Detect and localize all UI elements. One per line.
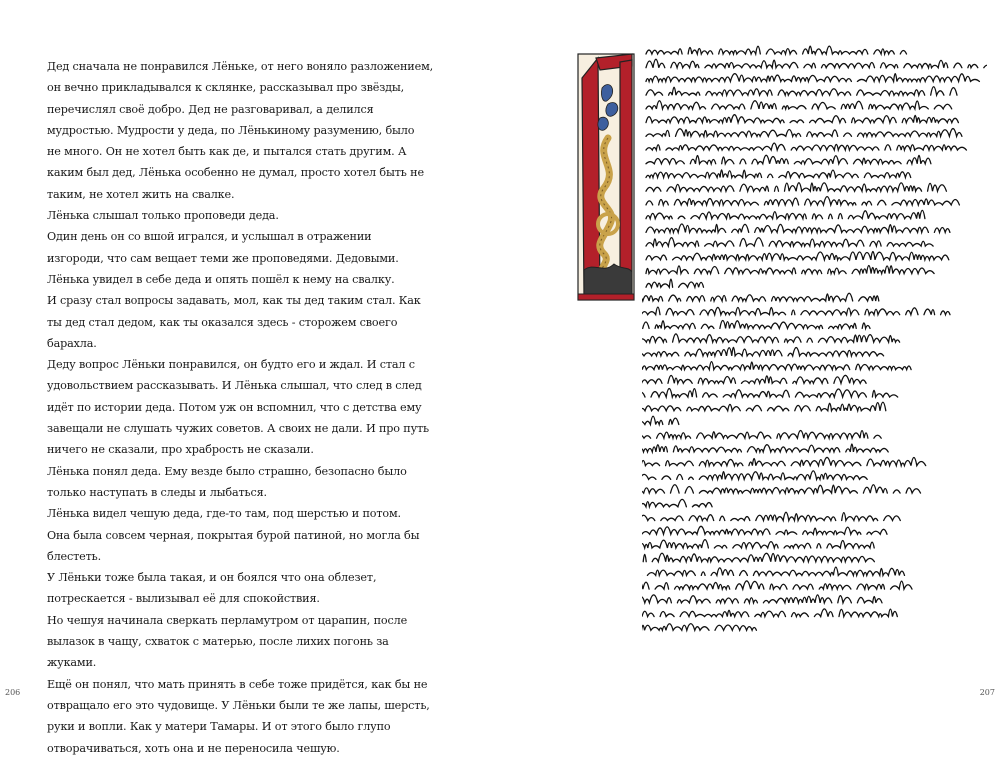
text-line: мудростью. Мудрости у деда, по Лёнькиному разумению, было xyxy=(47,123,415,137)
text-line: У Лёньки тоже была такая, и он боялся что она облезет, xyxy=(47,571,377,585)
handwritten-line xyxy=(646,115,958,123)
handwritten-line xyxy=(646,210,925,218)
handwritten-line xyxy=(646,197,959,205)
handwritten-line xyxy=(642,581,912,589)
handwritten-line xyxy=(642,334,906,342)
text-line: блестеть. xyxy=(47,549,102,563)
handwritten-line xyxy=(642,389,904,397)
text-line: ты дед стал дедом, как ты оказался здесь - сторожем своего xyxy=(47,315,398,329)
handwritten-line xyxy=(642,347,884,355)
text-line: Лёнька слышал только проповеди деда. xyxy=(47,209,279,223)
text-line: Но чешуя начинала сверкать перламутром от царапин, после xyxy=(47,613,408,627)
text-line: отвращало его это чудовище. У Лёньки были те же лапы, шерсть, xyxy=(47,698,430,712)
handwritten-line xyxy=(646,87,957,95)
text-line: Лёнька увидел в себе деда и опять пошёл к нему на свалку. xyxy=(47,272,395,286)
text-line: Лёнька понял деда. Ему везде было страшно, безопасно было xyxy=(47,464,407,478)
handwritten-line xyxy=(646,238,933,246)
handwritten-line xyxy=(642,375,866,383)
handwritten-line xyxy=(642,457,926,465)
handwritten-line xyxy=(646,101,952,109)
text-line: только наступать в следы и лыбаться. xyxy=(47,485,267,499)
text-line: Лёнька видел чешую деда, где-то там, под шерстью и потом. xyxy=(47,507,401,521)
text-line: барахла. xyxy=(47,336,97,350)
text-line: таким, не хотел жить на свалке. xyxy=(47,187,235,201)
text-line: Она была совсем черная, покрытая бурой патиной, но могла бы xyxy=(47,528,420,542)
handwritten-line xyxy=(642,320,870,328)
text-line: изгороди, что сам вещает теми же проповедями. Дедовыми. xyxy=(47,251,399,265)
handwritten-line xyxy=(642,471,867,479)
handwritten-line xyxy=(646,155,931,163)
text-line: вылазок в чащу, схваток с матерью, после лихих погонь за xyxy=(47,635,389,649)
illuminated-initial-image xyxy=(574,48,638,304)
handwritten-line xyxy=(642,499,712,507)
handwritten-line xyxy=(642,293,885,301)
handwritten-line xyxy=(646,74,979,82)
handwriting-image xyxy=(642,42,987,642)
handwritten-line xyxy=(642,526,893,534)
handwritten-line xyxy=(642,431,881,439)
text-line: Один день он со вшой игрался, и услышал в отражении xyxy=(47,230,372,244)
handwritten-line xyxy=(642,622,756,630)
handwritten-line xyxy=(642,609,897,617)
handwritten-line xyxy=(642,553,874,561)
right-page xyxy=(502,0,1005,717)
text-line: руки и вопли. Как у матери Тамары. И от этого было глупо xyxy=(47,720,391,734)
text-line: он вечно прикладывался к склянке, рассказывал про звёзды, xyxy=(47,81,405,95)
handwritten-line xyxy=(646,279,704,287)
text-line: И сразу стал вопросы задавать, мол, как ты дед таким стал. Как xyxy=(47,294,421,308)
text-line: перечислял своё добро. Дед не разговаривал, а делился xyxy=(47,102,374,116)
text-line: жуками. xyxy=(47,656,97,670)
handwritten-line xyxy=(646,252,949,260)
handwritten-line xyxy=(642,567,905,575)
handwritten-line xyxy=(642,362,911,370)
handwritten-line xyxy=(646,59,987,67)
handwritten-line xyxy=(642,402,886,411)
text-line: Деду вопрос Лёньки понравился, он будто его и ждал. И стал с xyxy=(47,358,415,372)
text-line: Дед сначала не понравился Лёньке, от него воняло разложением, xyxy=(47,60,434,73)
handwritten-line xyxy=(642,512,900,520)
handwritten-manuscript xyxy=(642,42,987,642)
handwritten-line xyxy=(642,444,888,452)
text-line: ничего не сказали, про храбрость не сказали. xyxy=(47,443,314,457)
text-line: не много. Он не хотел быть как де, и пытался стать другим. А xyxy=(47,145,407,159)
handwritten-line xyxy=(646,46,913,54)
text-line: отворачиваться, хоть она и не переносила чешую. xyxy=(47,741,340,755)
handwritten-line xyxy=(642,595,882,603)
handwritten-line xyxy=(642,540,874,548)
handwritten-line xyxy=(642,485,921,493)
handwritten-line xyxy=(646,224,956,232)
handwritten-line xyxy=(646,143,966,150)
text-line: каким был дед, Лёнька особенно не думал, просто хотел быть не xyxy=(47,166,424,180)
text-line: удовольствием рассказывать. И Лёнька слышал, что след в след xyxy=(47,379,422,393)
handwritten-line xyxy=(642,416,679,424)
handwritten-line xyxy=(646,129,962,137)
handwritten-line xyxy=(646,170,911,178)
handwritten-line xyxy=(646,183,946,191)
text-line: потрескается - вылизывал её для спокойствия. xyxy=(47,592,320,606)
handwritten-line xyxy=(646,266,934,274)
text-line: Ещё он понял, что мать принять в себе тоже придётся, как бы не xyxy=(47,677,428,691)
text-line: идёт по истории деда. Потом уж он вспомнил, что с детства ему xyxy=(47,400,422,414)
page-number-right: 207 xyxy=(979,688,995,697)
left-page xyxy=(0,0,502,755)
text-line: завещали не слушать чужих советов. А своих не дали. И про путь xyxy=(47,422,429,436)
typeset-text-column xyxy=(47,56,434,759)
handwritten-line xyxy=(642,307,950,315)
page-number-left: 206 xyxy=(5,688,21,697)
